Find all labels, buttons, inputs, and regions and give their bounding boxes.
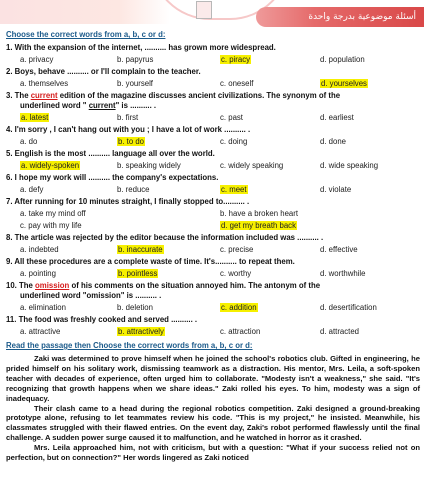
option-10b[interactable]: b. deletion bbox=[117, 303, 153, 312]
option-3b[interactable]: b. first bbox=[117, 113, 139, 122]
underlined-word: current bbox=[30, 91, 58, 100]
option-4b-answer[interactable]: b. to do bbox=[118, 137, 145, 146]
option-8d[interactable]: d. effective bbox=[320, 245, 358, 254]
option-3d[interactable]: d. earliest bbox=[320, 113, 354, 122]
option-7d-answer[interactable]: d. get my breath back bbox=[221, 221, 296, 230]
option-9d[interactable]: d. worthwhile bbox=[320, 269, 366, 278]
question-10: 10. The omission of his comments on the situation annoyed him. The antonym of the bbox=[6, 281, 321, 290]
question-3-line2: underlined word " current" is .......... . bbox=[20, 101, 157, 110]
option-4a[interactable]: a. do bbox=[20, 137, 38, 146]
reading-passage bbox=[6, 354, 420, 463]
option-3c[interactable]: c. past bbox=[220, 113, 243, 122]
option-11d[interactable]: d. attracted bbox=[320, 327, 360, 336]
question-6: 6. I hope my work will .......... the company's expectations. bbox=[6, 173, 219, 182]
option-10c-answer[interactable]: c. addition bbox=[221, 303, 257, 312]
option-7b[interactable]: b. have a broken heart bbox=[220, 209, 299, 218]
section-instructions: Choose the correct words from a, b, c or d: bbox=[6, 30, 166, 39]
option-10a[interactable]: a. elimination bbox=[20, 303, 66, 312]
passage-paragraph: Their clash came to a head during the regional robotics competition. Zaki designed a ground-breaking prototype alone, refusing to let teammates review his code. "This is my project," he insisted. Meanwhile, his classmates struggled with their flawed entries. On the event day, Zaki's robot performed flawlessly until the final challenge. A sudden power surge caused it to malfunction, and he watched in horror as it crashed. bbox=[6, 403, 420, 443]
question-8: 8. The article was rejected by the editor because the information included was .......... . bbox=[6, 233, 324, 242]
option-1b[interactable]: b. papyrus bbox=[117, 55, 154, 64]
option-5c[interactable]: c. widely speaking bbox=[220, 161, 284, 170]
option-3a-answer[interactable]: a. latest bbox=[21, 113, 49, 122]
option-9a[interactable]: a. pointing bbox=[20, 269, 56, 278]
option-2a[interactable]: a. themselves bbox=[20, 79, 69, 88]
passage-instructions: Read the passage then Choose the correct words from a, b, c or d: bbox=[6, 341, 253, 350]
question-3: 3. The current edition of the magazine discusses ancient civilizations. The synonym of the bbox=[6, 91, 341, 100]
option-8b-answer[interactable]: b. inaccurate bbox=[118, 245, 163, 254]
option-6d[interactable]: d. violate bbox=[320, 185, 352, 194]
option-6a[interactable]: a. defy bbox=[20, 185, 44, 194]
option-9c[interactable]: c. worthy bbox=[220, 269, 252, 278]
option-1a[interactable]: a. privacy bbox=[20, 55, 54, 64]
option-6b[interactable]: b. reduce bbox=[117, 185, 150, 194]
underlined-word: omission bbox=[35, 281, 70, 290]
option-4d[interactable]: d. done bbox=[320, 137, 347, 146]
option-7c[interactable]: c. pay with my life bbox=[20, 221, 82, 230]
option-2d-answer[interactable]: d. yourselves bbox=[321, 79, 367, 88]
option-11b-answer[interactable]: b. attractively bbox=[118, 327, 164, 336]
passage-paragraph: Zaki was determined to prove himself when he joined the school's robotics club. Gifted in engineering, he prided himself on his solitary work, dismissing teamwork as a distraction. His mentor, Mrs. Leila, a soft-spoken teacher with decades of experience, often urged him to collaborate. "Modesty isn't a weakness," she said. "It's recognizing that growth happens when we share ideas." Zaki rolled his eyes. To him, modesty was a sign of inadequacy. bbox=[6, 354, 420, 403]
passage-paragraph: Mrs. Leila approached him, not with criticism, but with a question: "What if your success relied not on perfection, but on connection?" Her words lingered as Zaki noticed bbox=[6, 443, 420, 463]
question-10-line2: underlined word "omission" is .......... . bbox=[20, 291, 162, 300]
question-2: 2. Boys, behave .......... or I'll complain to the teacher. bbox=[6, 67, 201, 76]
question-7: 7. After running for 10 minutes straight, I finally stopped to.......... . bbox=[6, 197, 250, 206]
question-4: 4. I'm sorry , I can't hang out with you ; I have a lot of work .......... . bbox=[6, 125, 251, 134]
question-5: 5. English is the most .......... language all over the world. bbox=[6, 149, 215, 158]
title-banner bbox=[256, 7, 424, 27]
option-11c[interactable]: c. attraction bbox=[220, 327, 261, 336]
question-9: 9. All these procedures are a complete waste of time. It's.......... to repeat them. bbox=[6, 257, 295, 266]
option-1d[interactable]: d. population bbox=[320, 55, 365, 64]
option-10d[interactable]: d. desertification bbox=[320, 303, 377, 312]
option-8a[interactable]: a. indebted bbox=[20, 245, 59, 254]
option-2b[interactable]: b. yourself bbox=[117, 79, 153, 88]
header-decoration bbox=[0, 0, 170, 24]
option-11a[interactable]: a. attractive bbox=[20, 327, 61, 336]
banner-text: أسئلة موضوعية بدرجة واحدة bbox=[308, 12, 416, 22]
option-1c-answer[interactable]: c. piracy bbox=[221, 55, 251, 64]
option-2c[interactable]: c. oneself bbox=[220, 79, 254, 88]
option-6c-answer[interactable]: c. meet bbox=[221, 185, 247, 194]
option-8c[interactable]: c. precise bbox=[220, 245, 254, 254]
option-9b-answer[interactable]: b. pointless bbox=[118, 269, 158, 278]
question-11: 11. The food was freshly cooked and served .......... . bbox=[6, 315, 198, 324]
option-4c[interactable]: c. doing bbox=[220, 137, 248, 146]
question-1: 1. With the expansion of the internet, .......... has grown more widespread. bbox=[6, 43, 276, 52]
header-box-decoration bbox=[196, 1, 212, 19]
option-7a[interactable]: a. take my mind off bbox=[20, 209, 86, 218]
option-5a-answer[interactable]: a. widely-spoken bbox=[21, 161, 80, 170]
option-5b[interactable]: b. speaking widely bbox=[117, 161, 181, 170]
option-5d[interactable]: d. wide speaking bbox=[320, 161, 379, 170]
